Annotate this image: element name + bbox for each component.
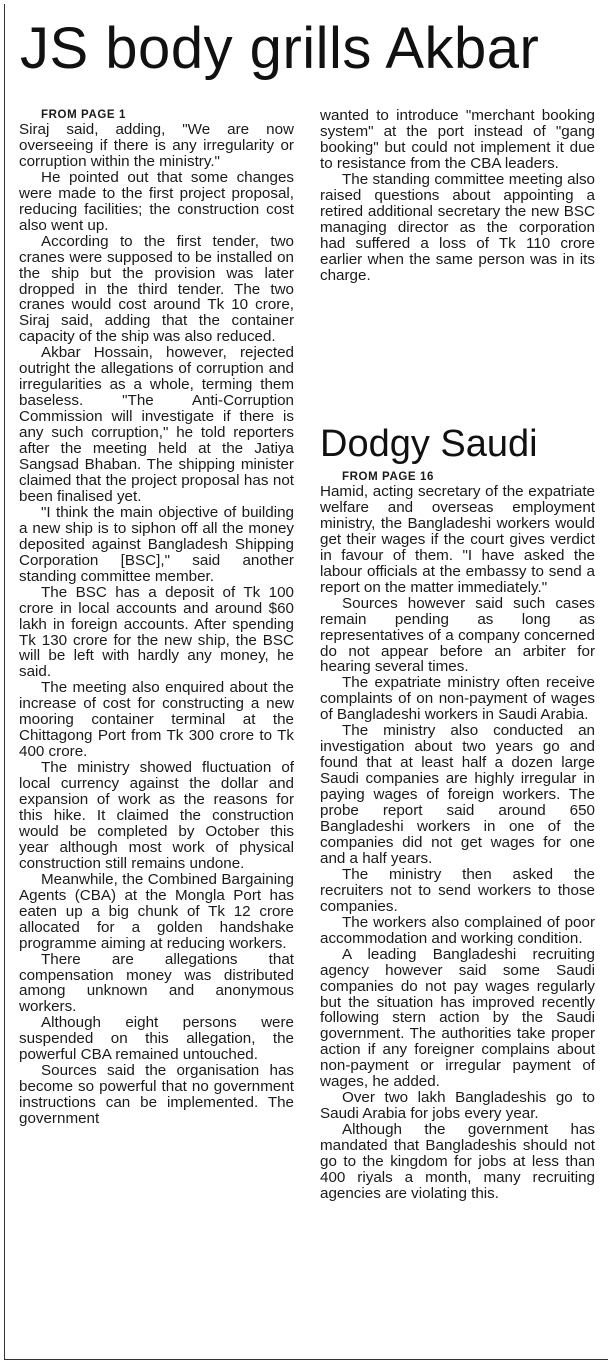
paragraph: The ministry showed fluctuation of local currency against the dollar and expansion of work as the reasons for this hike. It claimed the construction would be completed by October this year although most work of physical construction still remains undone. (19, 759, 294, 872)
paragraph: The expatriate ministry often receive complaints of on non-payment of wages of Bangladeshi workers in Saudi Arabia. (320, 674, 595, 724)
paragraph: Sources however said such cases remain pending as long as representatives of a company concerned do not appear before an arbiter for hearing several times. (320, 594, 595, 676)
paragraph: A leading Bangladeshi recruiting agency however said some Saudi companies do not pay wages regularly but the situation has improved recently following stern action by the Saudi government. The authorities take proper action if any foreigner complains about non-payment or irregular payment of wages, he added. (320, 945, 595, 1091)
column-rule-left (4, 4, 5, 1359)
paragraph: The standing committee meeting also raised questions about appointing a retired additional secretary the new BSC managing director as the corporation had suffered a loss of Tk 110 crore earlier when the same person was in its charge. (320, 170, 595, 284)
paragraph: The ministry then asked the recruiters not to send workers to those companies. (320, 865, 595, 915)
article-column-left (19, 108, 294, 1127)
paragraph: The ministry also conducted an investigation about two years go and found that at least half a dozen large Saudi companies are highly irregular in paying wages of foreign workers. The probe report said around 650 Bangladeshi workers in one of the companies did not get wages for one and a half years. (320, 722, 595, 867)
dateline-from-page-16: FROM PAGE 16 (342, 471, 434, 483)
paragraph: The workers also complained of poor accommodation and working condition. (320, 913, 595, 947)
paragraph: According to the first tender, two cranes were supposed to be installed on the ship but the provision was later dropped in the third tender. The two cranes would cost around Tk 10 crore, Siraj said, adding that the container capacity of the ship was also reduced. (19, 232, 294, 346)
paragraph: Meanwhile, the Combined Bargaining Agents (CBA) at the Mongla Port has eaten up a big chunk of Tk 12 crore allocated for a golden handshake programme aiming at reducing workers. (19, 870, 294, 952)
paragraph: He pointed out that some changes were made to the first project proposal, reducing facilities; the construction cost also went up. (19, 168, 294, 234)
paragraph: Akbar Hossain, however, rejected outright the allegations of corruption and irregularities as a whole, terming them baseless. "The Anti-Corruption Commission will investigate if there is any such corruption," he told reporters after the meeting held at the Jatiya Sangsad Bhaban. The shipping minister claimed that the project proposal has not been finalised yet. (19, 344, 294, 505)
headline-dodgy-saudi: Dodgy Saudi (320, 423, 538, 465)
paragraph: wanted to introduce "merchant booking system" at the port instead of "gang booking" but could not implement it due to resistance from the CBA leaders. (320, 107, 595, 172)
paragraph: Although the government has mandated that Bangladeshis should not go to the kingdom for jobs at less than 400 riyals a month, many recruiting agencies are violating this. (320, 1121, 595, 1202)
headline-js-body: JS body grills Akbar (20, 16, 540, 81)
dateline-from-page-1: FROM PAGE 1 (41, 109, 126, 121)
paragraph: There are allegations that compensation money was distributed among unknown and anonymous workers. (19, 950, 294, 1016)
paragraph: Over two lakh Bangladeshis go to Saudi Arabia for jobs every year. (320, 1089, 595, 1123)
column-rule-bottom (4, 1359, 608, 1360)
article-column-dodgy-saudi (320, 470, 595, 1202)
paragraph: The meeting also enquired about the increase of cost for constructing a new mooring container terminal at the Chittagong Port from Tk 300 crore to Tk 400 crore. (19, 679, 294, 761)
paragraph: Sources said the organisation has become so powerful that no government instructions can be implemented. The government (19, 1062, 294, 1128)
paragraph: The BSC has a deposit of Tk 100 crore in local accounts and around $60 lakh in foreign accounts. After spending Tk 130 crore for the new ship, the BSC will be left with hardly any money, he said. (19, 583, 294, 681)
paragraph: Siraj said, adding, "We are now overseeing if there is any irregularity or corruption within the ministry." (19, 121, 294, 170)
paragraph: Although eight persons were suspended on this allegation, the powerful CBA remained untouched. (19, 1014, 294, 1064)
paragraph: "I think the main objective of building a new ship is to siphon off all the money deposited against Bangladesh Shipping Corporation [BSC]," said another standing committee member. (19, 503, 294, 585)
article-column-right-continued (320, 108, 595, 283)
paragraph: Hamid, acting secretary of the expatriate welfare and overseas employment ministry, the Bangladeshi workers would get their wages if the court gives verdict in favour of them. "I have asked the labour officials at the embassy to send a report on the matter immediately." (320, 483, 595, 596)
